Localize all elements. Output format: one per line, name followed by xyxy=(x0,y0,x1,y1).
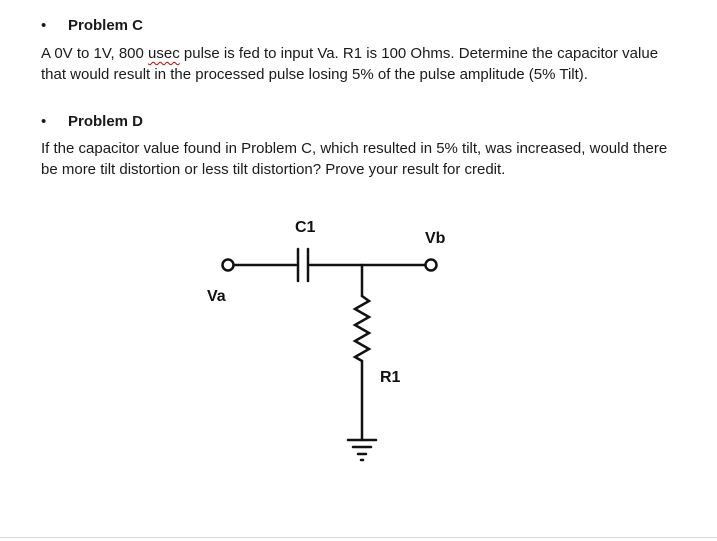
problem-d-text: If the capacitor value found in Problem C, which resulted in 5% tilt, was increased, would there be more tilt distortion or less tilt distortion? Prove your result for credit. xyxy=(41,140,668,178)
input-label: Va xyxy=(207,288,226,305)
capacitor-label: C1 xyxy=(295,219,316,236)
bullet-icon: • xyxy=(41,113,47,130)
spellcheck-word: usec xyxy=(148,45,180,62)
problem-c-text-end: pulse is fed to input Va. R1 is 100 Ohms. Determine the capacitor value that would result in the processed pulse losing 5% of the pulse amplitude (5% Tilt). xyxy=(41,45,659,83)
input-terminal xyxy=(223,260,234,271)
bullet-icon: • xyxy=(41,17,47,34)
problem-d-heading: Problem D xyxy=(68,113,144,130)
page-divider xyxy=(0,537,717,538)
output-label: Vb xyxy=(425,230,446,247)
problem-c-text-start: A 0V to 1V, 800 xyxy=(41,45,149,62)
problem-c-heading: Problem C xyxy=(68,17,144,34)
resistor-zigzag xyxy=(355,296,369,361)
output-terminal xyxy=(426,260,437,271)
resistor-label: R1 xyxy=(380,369,401,386)
